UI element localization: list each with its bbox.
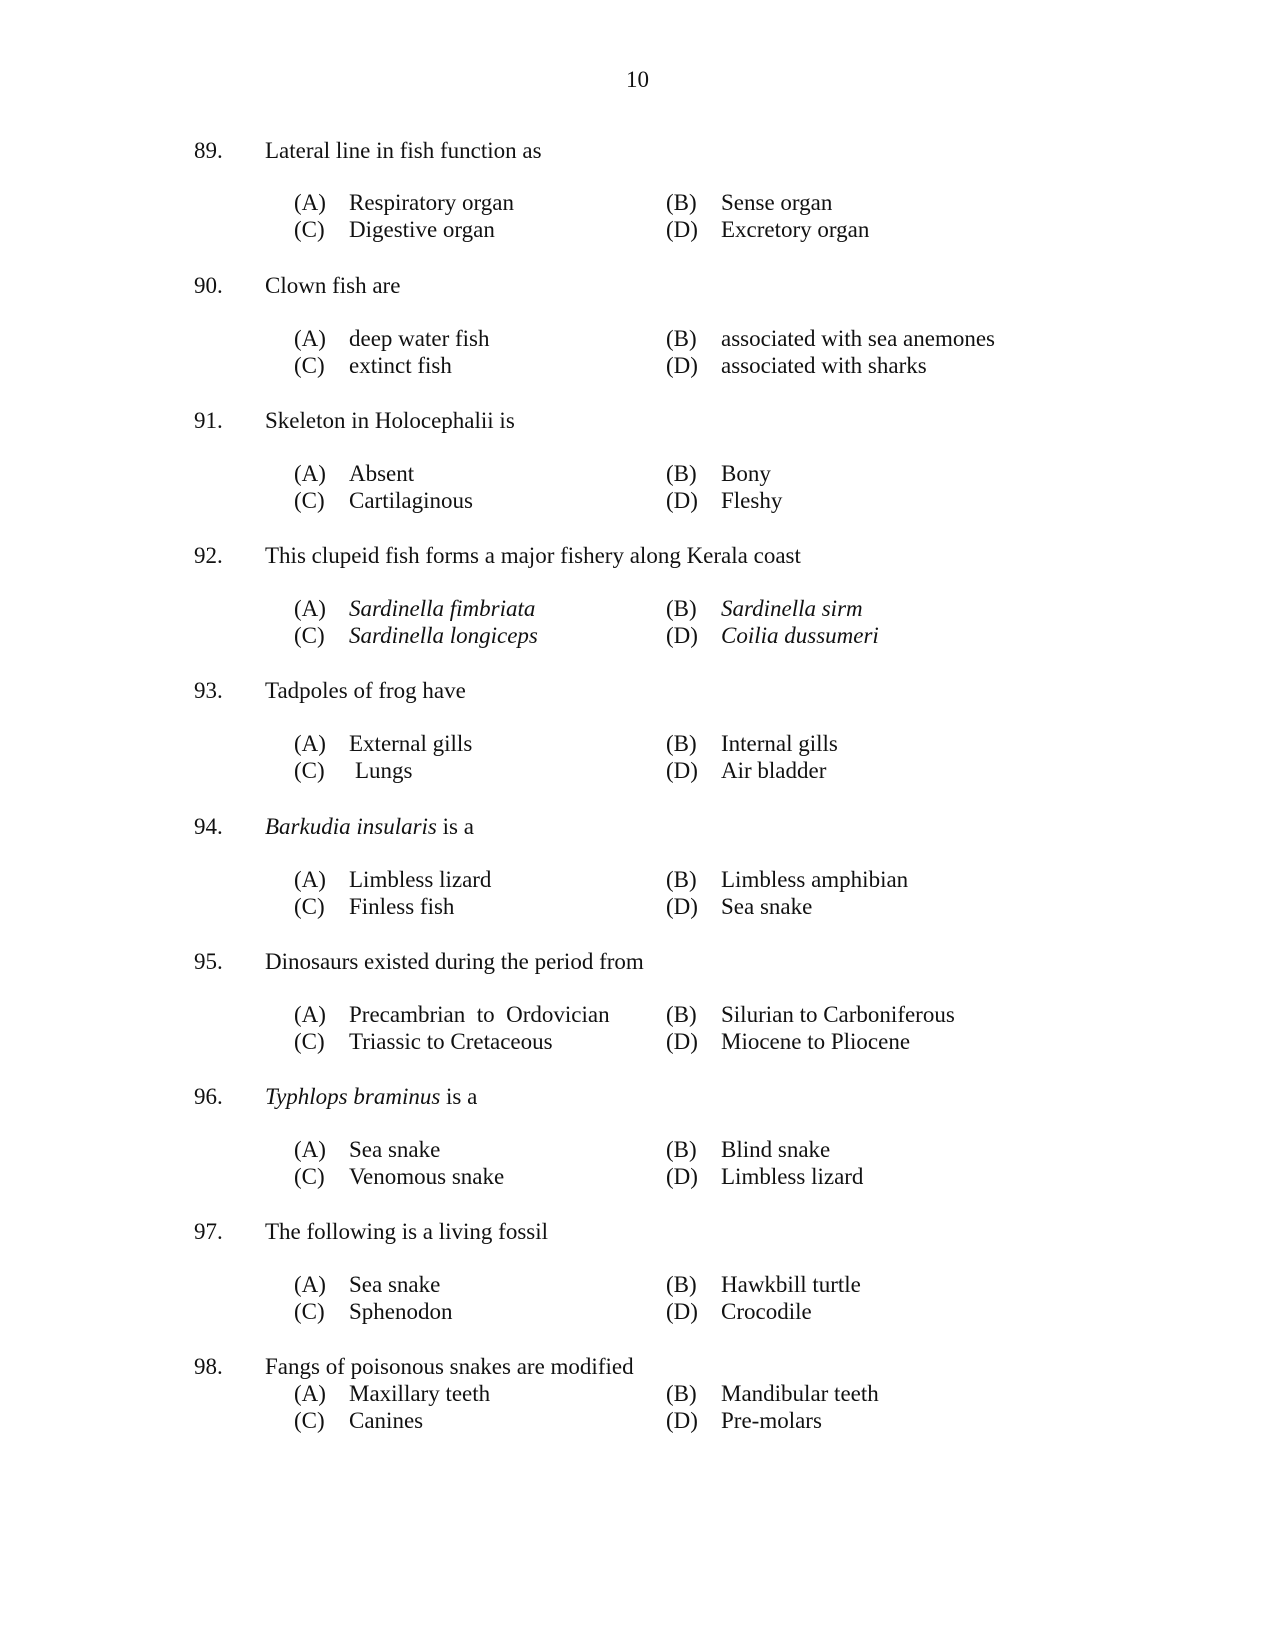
question-stem: Fangs of poisonous snakes are modified	[265, 1354, 634, 1379]
question-number: 95.	[194, 949, 223, 974]
species-name: Barkudia insularis	[265, 814, 437, 839]
question-number: 98.	[194, 1354, 223, 1379]
question-stem: Typhlops braminus is a	[265, 1084, 478, 1109]
page-number: 10	[626, 67, 649, 92]
question-number: 93.	[194, 678, 223, 703]
question-stem: Tadpoles of frog have	[265, 678, 466, 703]
question-stem: Barkudia insularis is a	[265, 814, 474, 839]
question-stem: Dinosaurs existed during the period from	[265, 949, 644, 974]
question-stem: Skeleton in Holocephalii is	[265, 408, 515, 433]
question-number: 97.	[194, 1219, 223, 1244]
question-stem: The following is a living fossil	[265, 1219, 549, 1244]
species-name: Typhlops braminus	[265, 1084, 441, 1109]
question-stem: This clupeid fish forms a major fishery along Kerala coast	[265, 543, 801, 568]
question-number: 94.	[194, 814, 223, 839]
question-number: 91.	[194, 408, 223, 433]
question-number: 90.	[194, 273, 223, 298]
question-number: 96.	[194, 1084, 223, 1109]
question-stem: Lateral line in fish function as	[265, 138, 542, 163]
question-number: 89.	[194, 138, 223, 163]
question-number: 92.	[194, 543, 223, 568]
question-stem: Clown fish are	[265, 273, 401, 298]
